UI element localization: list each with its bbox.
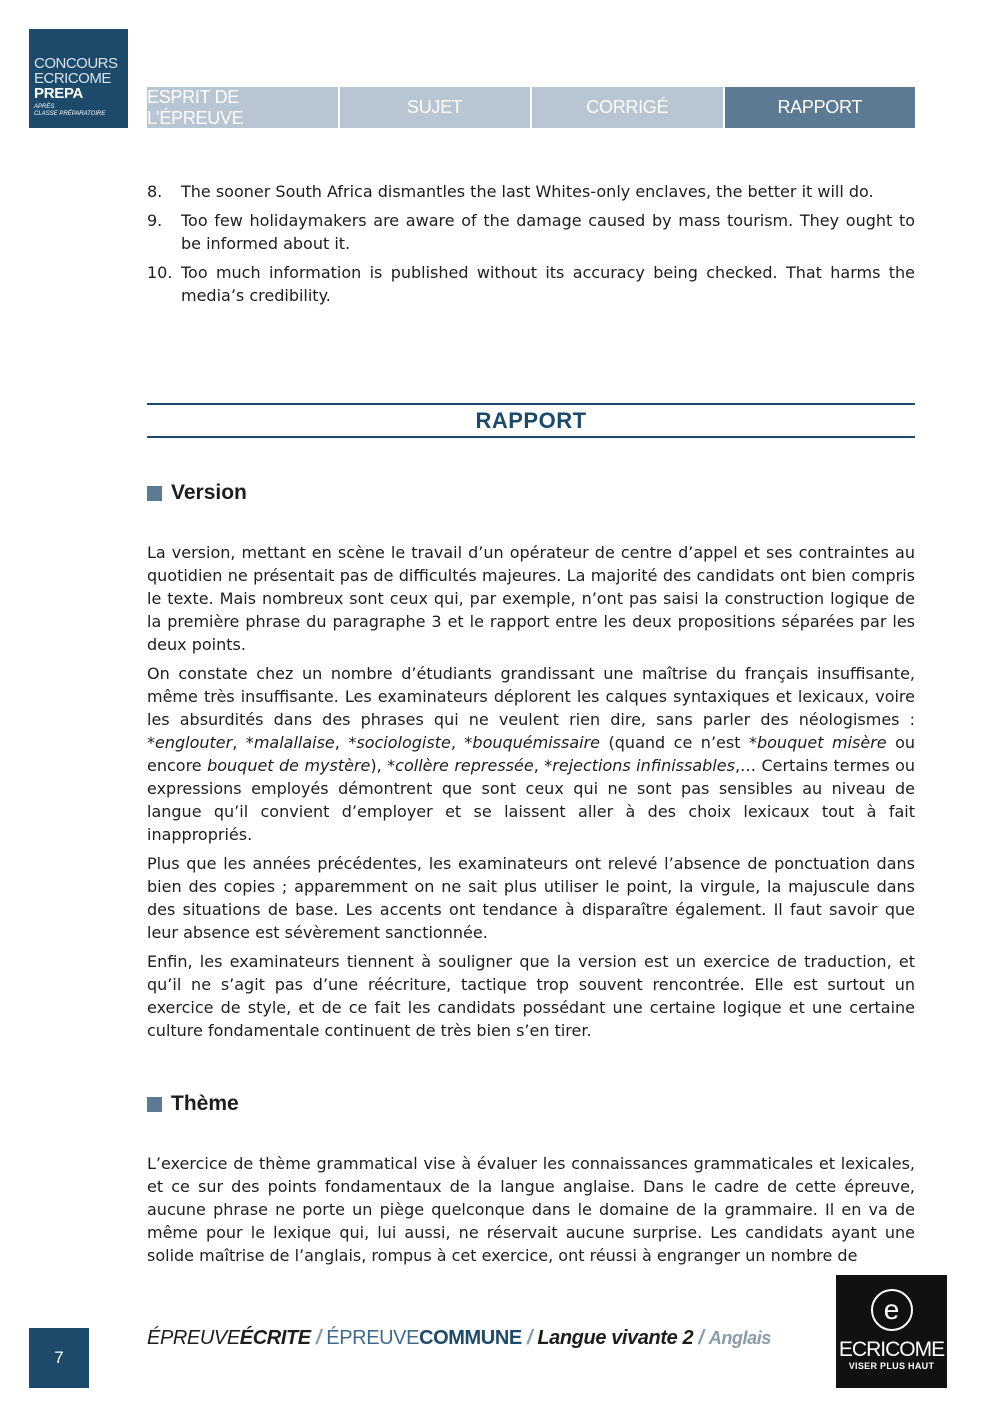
- footer-commune: COMMUNE: [419, 1327, 522, 1349]
- section-tabs: [147, 87, 915, 128]
- footer-epreuve: ÉPREUVE: [147, 1327, 240, 1349]
- footer-slash: /: [315, 1327, 322, 1349]
- square-bullet-icon: [147, 1097, 162, 1112]
- theme-body: [147, 1152, 915, 1273]
- list-item-text: Too few holidaymakers are aware of the damage caused by mass tourism. They ought to be informed about it.: [181, 211, 915, 253]
- concours-logo: [29, 29, 128, 128]
- logo-subtitle: [34, 104, 128, 118]
- list-item-number: 8.: [147, 182, 163, 201]
- sentence-list-container: [147, 180, 915, 313]
- footer-slash: /: [526, 1327, 533, 1349]
- list-item-number: 10.: [147, 263, 173, 282]
- version-heading: [147, 481, 247, 505]
- list-item: [147, 209, 915, 255]
- list-item-number: 9.: [147, 211, 163, 230]
- version-paragraph-3: Plus que les années précédentes, les examinateurs ont relevé l’absence de ponctuation dans bien des copies ; apparemment on ne sait plus utiliser le point, la virgule, la majuscule dans des situations de base. Les accents ont tendance à disparaître également. Il faut savoir que leur absence est sévèrement sanctionnée.: [147, 854, 915, 942]
- list-item: [147, 261, 915, 307]
- logo-ecricome: ECRICOME: [34, 70, 111, 87]
- theme-paragraph-1: L’exercice de thème grammatical vise à évaluer les connaissances grammaticales et lexicales, et ce sur des points fondamentaux de la langue anglaise. Dans le cadre de cette épreuve, aucune phrase ne porte un piège quelconque dans le domaine de la grammaire. Il en va de même pour le lexique qui, lui aussi, ne réservait aucune surprise. Les candidats ayant une solide maîtrise de l’anglais, rompus à cet exercice, ont réussi à engranger un nombre de: [147, 1154, 915, 1265]
- footer-slash: /: [698, 1327, 704, 1349]
- ecricome-tagline: VISER PLUS HAUT: [848, 1361, 935, 1371]
- footer-exam-label: [147, 1327, 771, 1350]
- tab-sujet[interactable]: SUJET: [340, 87, 531, 128]
- logo-subtitle-line2: CLASSE PRÉPARATOIRE: [34, 111, 106, 117]
- square-bullet-icon: [147, 486, 162, 501]
- footer-epreuve2: ÉPREUVE: [326, 1327, 420, 1349]
- tab-rapport[interactable]: RAPPORT: [725, 87, 916, 128]
- footer-langue: Langue vivante 2: [537, 1327, 694, 1349]
- version-paragraph-4: Enfin, les examinateurs tiennent à souligner que la version est un exercice de traduction, et qu’il ne s’agit pas d’une réécriture, tactique trop souvent rencontrée. Elle est surtout un exercice de style, et de ce fait les candidats possédant une certaine logique et une certaine culture fondamentale continuent de très bien s’en tirer.: [147, 952, 915, 1040]
- logo-subtitle-line1: APRÈS: [34, 104, 55, 110]
- version-paragraph-1: La version, mettant en scène le travail d’un opérateur de centre d’appel et ses contraintes au quotidien ne présentait pas de difficultés majeures. La majorité des candidats ont bien compris le texte. Mais nombreux sont ceux qui, par exemple, n’ont pas saisi la construction logique de la première phrase du paragraphe 3 et le rapport entre les deux propositions séparées par les deux points.: [147, 543, 915, 654]
- list-item-text: The sooner South Africa dismantles the last Whites-only enclaves, the better it will do.: [181, 182, 874, 201]
- sentence-list: [147, 180, 915, 307]
- logo-prepa: PREPA: [34, 85, 84, 102]
- rapport-title: RAPPORT: [147, 403, 915, 438]
- footer-anglais: Anglais: [708, 1328, 771, 1348]
- theme-heading: [147, 1092, 239, 1116]
- theme-heading-text: Thème: [171, 1092, 239, 1115]
- ecricome-e-icon: e: [871, 1289, 913, 1331]
- page-number: 7: [29, 1328, 89, 1388]
- footer-ecrite: ÉCRITE: [239, 1327, 311, 1349]
- tab-corrige[interactable]: CORRIGÉ: [532, 87, 723, 128]
- logo-concours: CONCOURS: [34, 55, 118, 72]
- ecricome-logo: [836, 1275, 947, 1388]
- version-paragraph-2: On constate chez un nombre d’étudiants grandissant une maîtrise du français insuffisante, même très insuffisante. Les examinateurs déplorent les calques syntaxiques et lexicaux, voire les absurdités dans des phrases qui ne veulent rien dire, sans parler des néologismes : *englouter, *malallaise, *sociologiste, *bouquémissaire (quand ce n’est *bouquet misère ou encore bouquet de mystère), *collère repressée, *rejections infinissables,… Certains termes ou expressions employés démontrent que sont ceux qui ne sont pas sensibles au niveau de langue qu’il convient d’employer et se laissent aller à des choix lexicaux tout à fait inappropriés.: [147, 664, 916, 844]
- ecricome-name: ECRICOME: [838, 1338, 945, 1361]
- list-item: [147, 180, 915, 203]
- list-item-text: Too much information is published without its accuracy being checked. That harms the media’s credibility.: [181, 263, 915, 305]
- version-body: [147, 541, 915, 1048]
- tab-esprit[interactable]: ESPRIT DE L’ÉPREUVE: [147, 87, 338, 128]
- version-heading-text: Version: [171, 481, 247, 504]
